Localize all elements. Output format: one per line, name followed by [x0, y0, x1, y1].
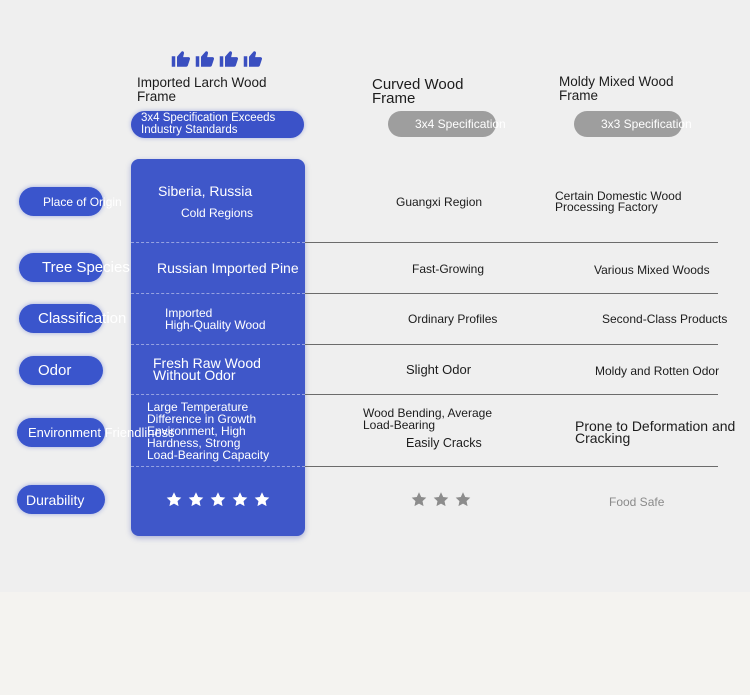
- environment-curved-cracks: Easily Cracks: [406, 436, 482, 450]
- spec-badge-larch: [131, 111, 304, 138]
- star-icon: [432, 491, 450, 508]
- row-divider: [305, 394, 718, 395]
- column-title-line: Frame: [372, 90, 416, 107]
- thumbs-up-icon: [194, 47, 215, 69]
- column-title-line: Imported Larch Wood: [137, 75, 267, 90]
- durability-larch-stars: [165, 491, 271, 508]
- origin-moldy: [555, 191, 682, 213]
- star-icon: [165, 491, 183, 508]
- classification-larch-line: Imported: [165, 306, 213, 320]
- environment-larch-line: Load-Bearing Capacity: [147, 448, 270, 462]
- origin-larch-line2: Cold Regions: [181, 206, 254, 220]
- row-divider: [305, 293, 718, 294]
- row-divider: [305, 344, 718, 345]
- classification-larch-line: High-Quality Wood: [165, 318, 266, 332]
- row-label-classification: [19, 304, 127, 333]
- star-icon: [231, 491, 249, 508]
- row-divider: [131, 293, 305, 294]
- column-title-larch: [137, 76, 307, 104]
- environment-larch: [147, 401, 269, 461]
- row-divider: [305, 242, 718, 243]
- origin-moldy-line: Certain Domestic Wood: [555, 189, 682, 203]
- species-larch: Russian Imported Pine: [157, 260, 299, 276]
- column-title-line: Frame: [559, 88, 599, 103]
- star-icon: [410, 491, 428, 508]
- row-label-durability: [17, 485, 105, 514]
- odor-larch: [153, 357, 261, 381]
- odor-larch-line: Fresh Raw Wood: [153, 355, 261, 371]
- star-icon: [209, 491, 227, 508]
- environment-larch-line: Large Temperature: [147, 400, 249, 414]
- spec-badge-line: 3x4 Specification Exceeds: [141, 112, 276, 124]
- environment-moldy: [575, 420, 735, 444]
- environment-larch-line: Difference in Growth: [147, 412, 257, 426]
- thumbs-up-icon: [170, 47, 191, 69]
- row-divider: [131, 466, 305, 467]
- row-label-text: Tree Species: [42, 259, 130, 276]
- odor-larch-line: Without Odor: [153, 367, 236, 383]
- star-icon: [253, 491, 271, 508]
- row-divider: [131, 394, 305, 395]
- species-moldy: Various Mixed Woods: [594, 263, 710, 277]
- row-label-environment: [17, 418, 175, 447]
- row-label-text: Environment Friendliness: [28, 425, 175, 440]
- classification-larch: [165, 307, 266, 331]
- row-divider: [131, 344, 305, 345]
- environment-larch-line: Environment, High: [147, 424, 246, 438]
- classification-moldy: Second-Class Products: [602, 312, 728, 326]
- environment-moldy-line: Cracking: [575, 430, 631, 446]
- environment-curved-line: Load-Bearing: [363, 418, 436, 432]
- durability-moldy: Food Safe: [609, 495, 665, 509]
- environment-curved: [363, 407, 492, 431]
- spec-badge-curved: 3x4 Specification: [388, 111, 496, 137]
- thumbs-up-icon: [218, 47, 239, 69]
- row-divider: [305, 466, 718, 467]
- odor-moldy: Moldy and Rotten Odor: [595, 364, 720, 378]
- column-title-line: Frame: [137, 89, 177, 104]
- row-label-text: Classification: [38, 310, 127, 327]
- star-icon: [187, 491, 205, 508]
- thumbs-up-icon: [242, 47, 263, 69]
- row-label-odor: [19, 356, 103, 385]
- thumbs-up-rating: [170, 47, 263, 69]
- row-divider: [131, 242, 305, 243]
- row-label-species: [19, 253, 130, 282]
- column-title-curved: [372, 78, 522, 106]
- column-title-line: Curved Wood: [372, 76, 464, 93]
- star-icon: [454, 491, 472, 508]
- environment-moldy-line: Prone to Deformation and: [575, 418, 736, 434]
- row-label-origin: [19, 187, 122, 216]
- origin-curved: Guangxi Region: [396, 195, 483, 209]
- origin-moldy-line: Processing Factory: [555, 200, 658, 214]
- environment-larch-line: Hardness, Strong: [147, 436, 241, 450]
- row-label-text: Durability: [26, 491, 85, 508]
- row-label-text: Place of Origin: [43, 194, 122, 209]
- durability-curved-stars: [410, 491, 472, 508]
- spec-badge-line: Industry Standards: [141, 124, 238, 136]
- row-label-text: Odor: [38, 362, 72, 379]
- species-curved: Fast-Growing: [412, 262, 485, 276]
- column-title-line: Moldy Mixed Wood: [559, 74, 674, 89]
- origin-larch-line1: Siberia, Russia: [158, 183, 253, 199]
- spec-badge-moldy: 3x3 Specification: [574, 111, 682, 137]
- classification-curved: Ordinary Profiles: [408, 312, 498, 326]
- environment-curved-line: Wood Bending, Average: [363, 406, 492, 420]
- odor-curved: Slight Odor: [406, 362, 472, 377]
- column-title-moldy: [559, 75, 719, 103]
